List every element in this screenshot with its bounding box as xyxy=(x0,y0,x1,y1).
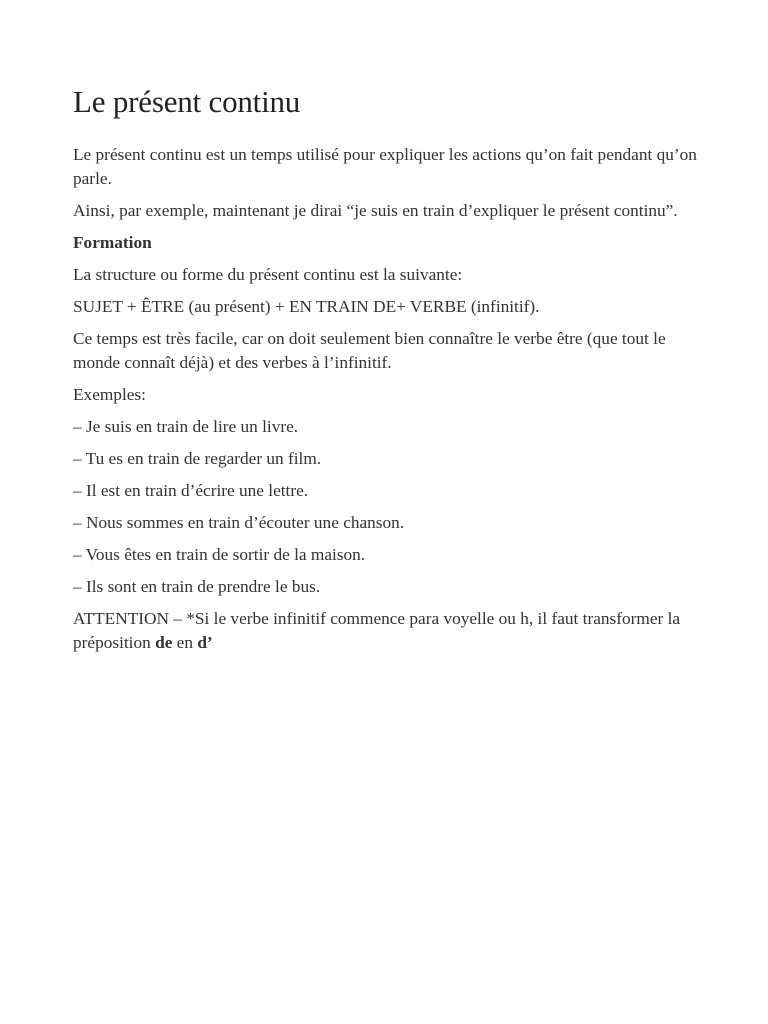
example-item: – Ils sont en train de prendre le bus. xyxy=(73,577,321,596)
attention-connector: en xyxy=(172,633,198,652)
formula: SUJET + ÊTRE (au présent) + EN TRAIN DE+ VERBE (infinitif). xyxy=(73,297,540,316)
structure-intro: La structure ou forme du présent continu est la suivante: xyxy=(73,265,463,284)
intro-paragraph: Le présent continu est un temps utilisé pour expliquer les actions qu’on fait pendant qu’on parle. xyxy=(73,145,697,188)
document-body xyxy=(73,84,705,663)
example-item: – Je suis en train de lire un livre. xyxy=(73,417,299,436)
attention-text: ATTENTION – *Si le verbe infinitif commence para voyelle ou h, il faut transformer la préposition xyxy=(73,609,681,652)
example-paragraph: Ainsi, par exemple, maintenant je dirai “je suis en train d’expliquer le présent continu”. xyxy=(73,201,678,220)
attention-note xyxy=(73,607,705,655)
example-item: – Tu es en train de regarder un film. xyxy=(73,449,322,468)
example-item: – Il est en train d’écrire une lettre. xyxy=(73,481,309,500)
preposition-d: d’ xyxy=(197,633,213,652)
preposition-de: de xyxy=(155,633,173,652)
formation-heading: Formation xyxy=(73,233,152,252)
explanation-paragraph: Ce temps est très facile, car on doit seulement bien connaître le verbe être (que tout le monde connaît déjà) et des verbes à l’infinitif. xyxy=(73,329,666,372)
examples-heading: Exemples: xyxy=(73,385,146,404)
page-title: Le présent continu xyxy=(73,84,301,119)
example-item: – Vous êtes en train de sortir de la maison. xyxy=(73,545,366,564)
example-item: – Nous sommes en train d’écouter une chanson. xyxy=(73,513,405,532)
